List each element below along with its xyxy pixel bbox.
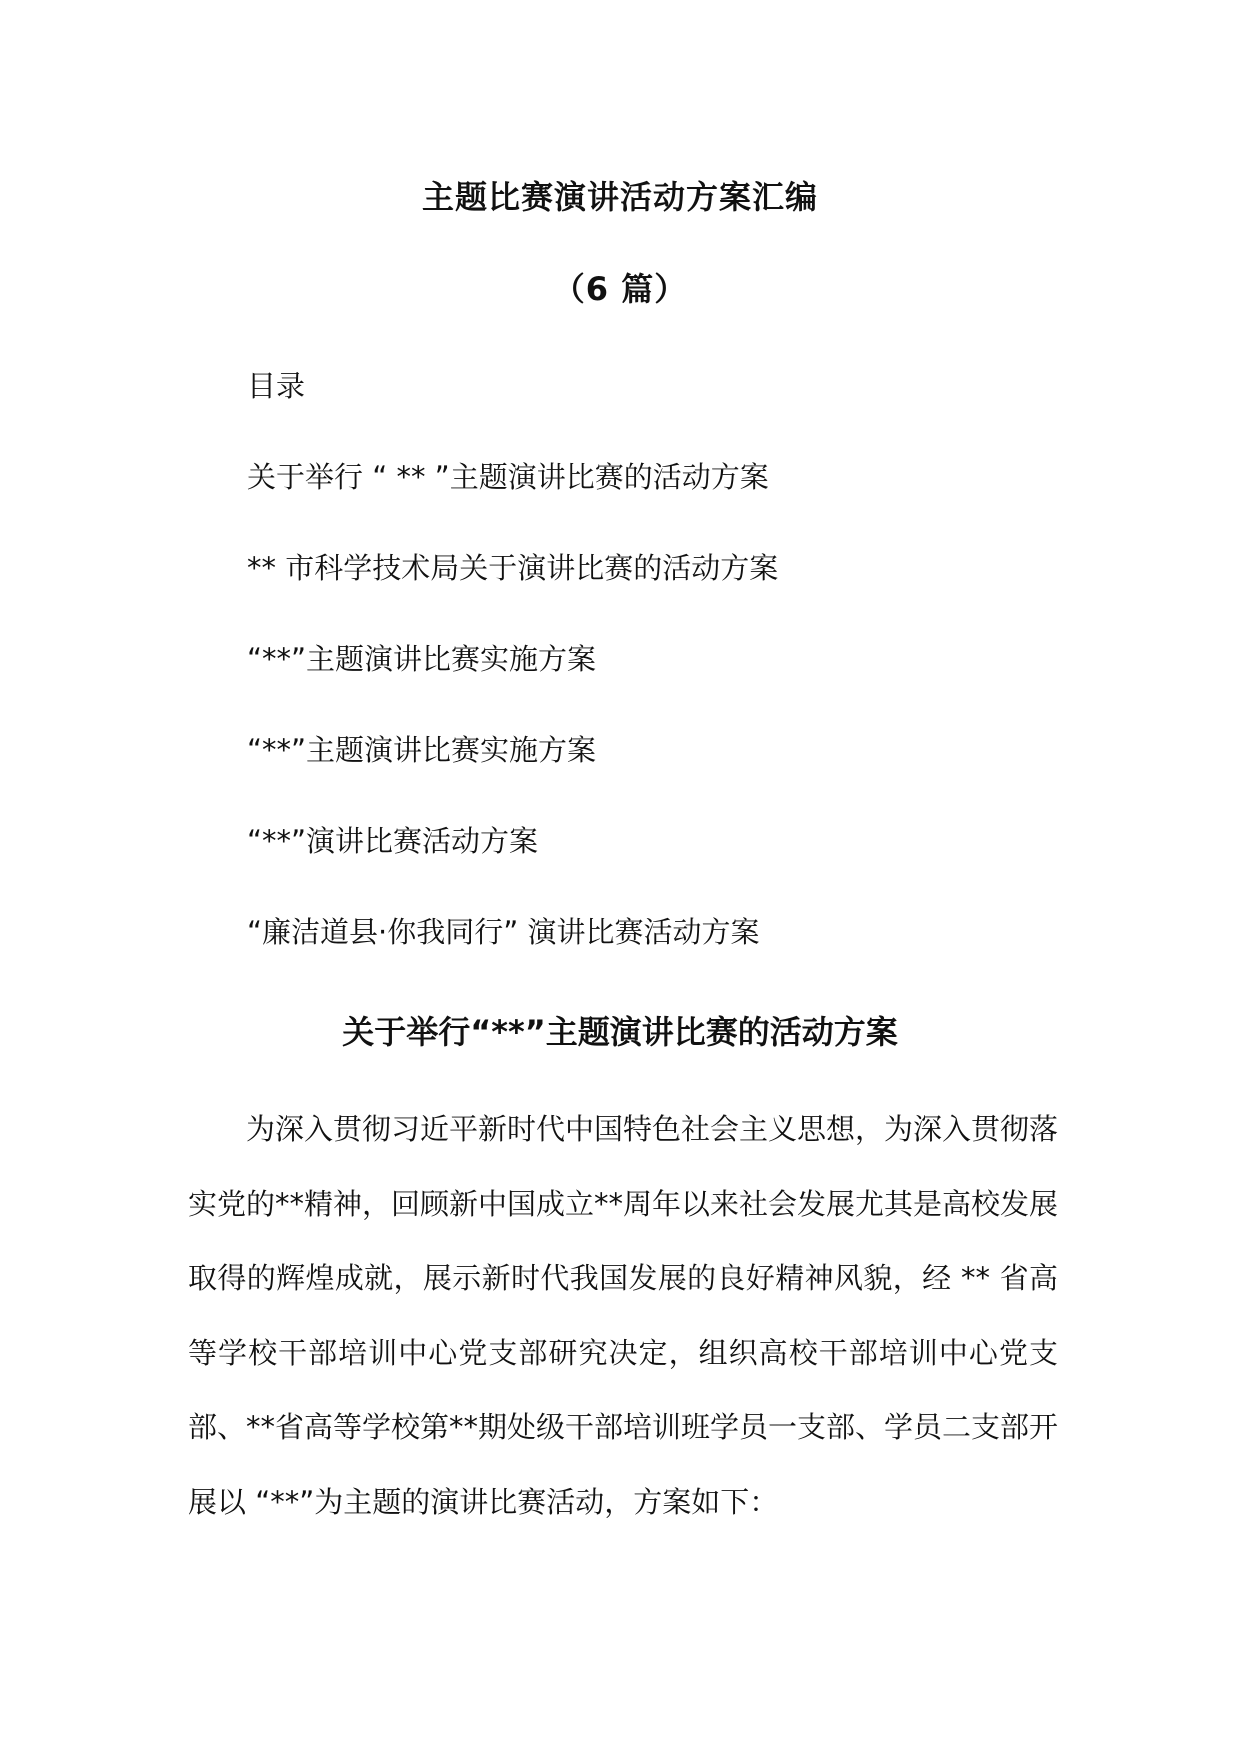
- toc-item: “**”主题演讲比赛实施方案: [247, 642, 597, 676]
- document-title: 主题比赛演讲活动方案汇编: [421, 178, 818, 216]
- section-heading: 关于举行“**”主题演讲比赛的活动方案: [342, 1013, 898, 1051]
- toc-heading: 目录: [247, 369, 306, 403]
- document-subtitle: （6 篇）: [552, 270, 688, 308]
- toc-item: “**”主题演讲比赛实施方案: [247, 733, 597, 767]
- toc-item: 关于举行 “ ** ”主题演讲比赛的活动方案: [247, 460, 769, 494]
- toc-item: “廉洁道县·你我同行” 演讲比赛活动方案: [247, 915, 760, 949]
- body-paragraph: 为深入贯彻习近平新时代中国特色社会主义思想，为深入贯彻落实党的**精神，回顾新中国成立**周年以来社会发展尤其是高校发展取得的辉煌成就，展示新时代我国发展的良好精神风貌，经 ** 省高等学校干部培训中心党支部研究决定，组织高校干部培训中心党支部、**省高等学校第**期处级干部培训班学员一支部、学员二支部开展以 “**”为主题的演讲比赛活动，方案如下：: [188, 1112, 1059, 1519]
- toc-item: ** 市科学技术局关于演讲比赛的活动方案: [247, 551, 779, 585]
- toc-item: “**”演讲比赛活动方案: [247, 824, 539, 858]
